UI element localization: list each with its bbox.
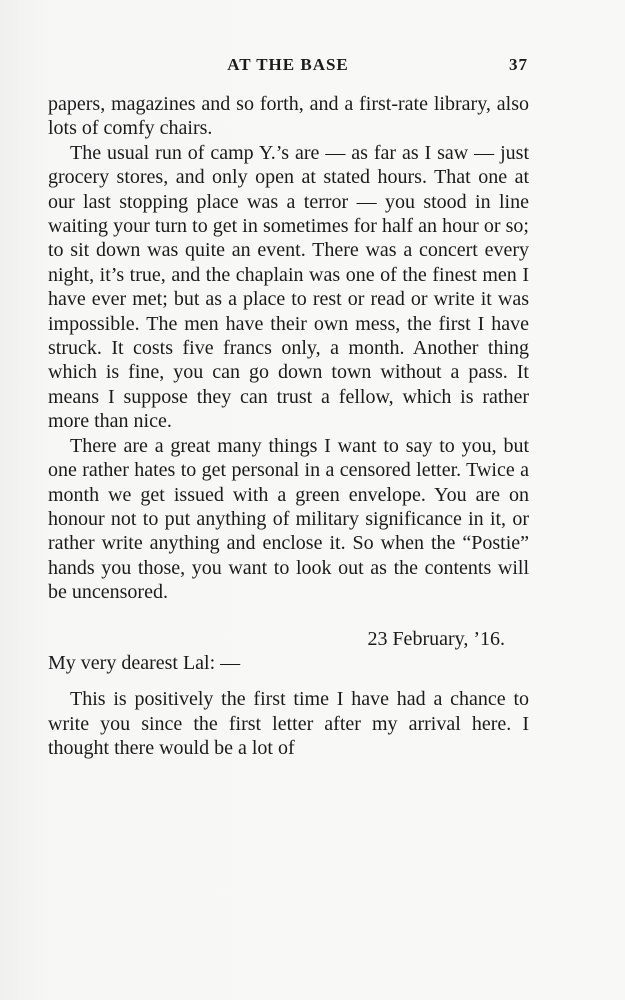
paragraph-camp-y: The usual run of camp Y.’s are — as far as I saw — just grocery stores, and only open at stated hours. That one at our last stopping place was a terror — you stood in line waiting your turn to get in sometimes for half an hour or so; to sit down was quite an event. There was a concert every night, it’s true, and the chaplain was one of the finest men I have ever met; but as a place to rest or read or write it was impossible. The men have their own mess, the first I have struck. It costs five francs only, a month. Another thing which is fine, you can go down town without a pass. It means I suppose they can trust a fellow, which is rather more than nice. <box>48 141 529 433</box>
page-number: 37 <box>509 55 528 74</box>
letter-date: 23 February, ’16. <box>367 627 505 650</box>
letter-opening: This is positively the first time I have had a chance to write you since the first letter after my arrival here. I thought there would be a lot of <box>48 688 529 760</box>
paragraph-continuation: papers, magazines and so forth, and a first-rate library, also lots of comfy chairs. <box>48 93 529 140</box>
body-text <box>48 92 529 761</box>
page-header <box>48 55 528 79</box>
paragraph-censored-letter: There are a great many things I want to say to you, but one rather hates to get personal in a censored letter. Twice a month we get issued with a green envelope. You are on honour not to put anything of military significance in it, or rather write anything and enclose it. So when the “Postie” hands you those, you want to look out as the contents will be uncensored. <box>48 434 529 604</box>
running-title: AT THE BASE <box>227 55 349 74</box>
letter-salutation: My very dearest Lal: — <box>48 651 241 674</box>
